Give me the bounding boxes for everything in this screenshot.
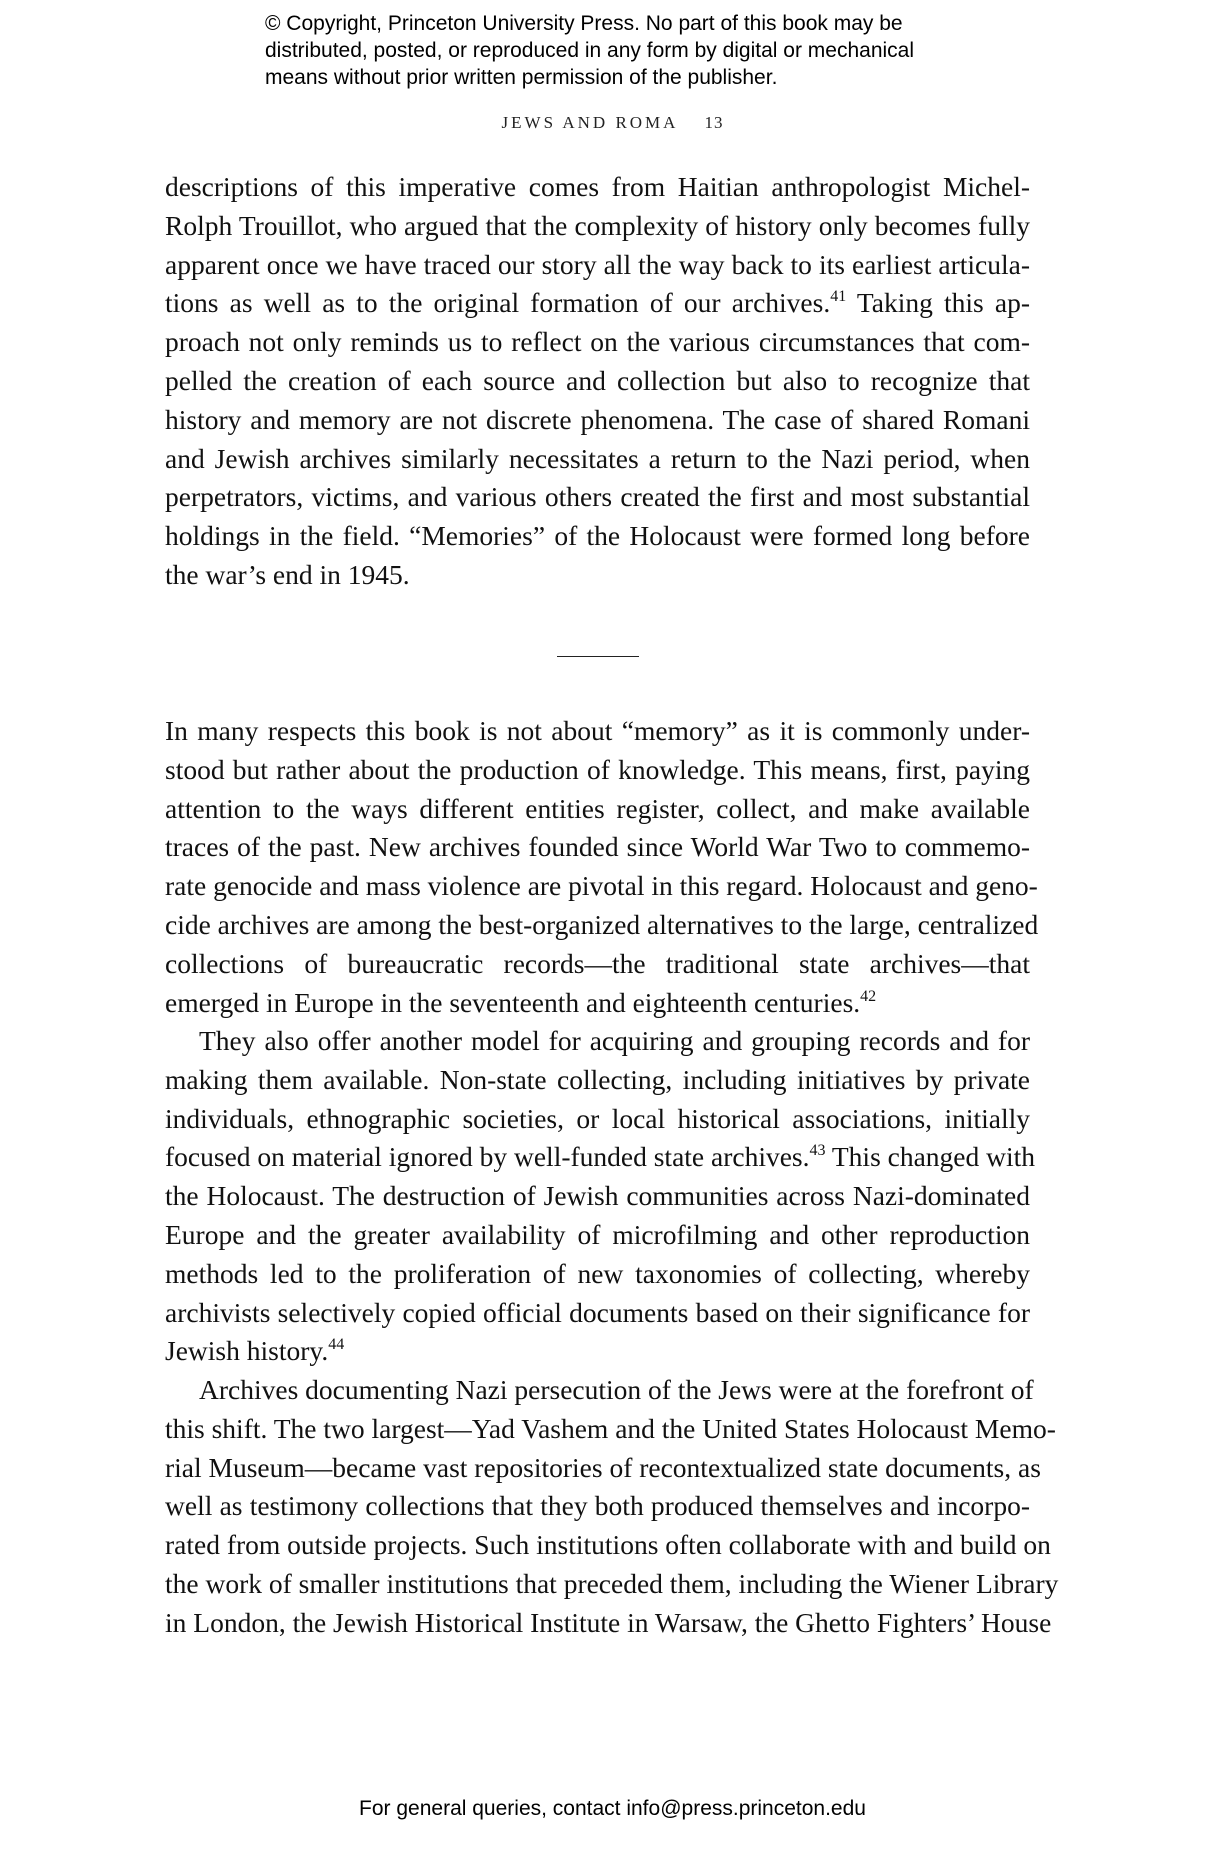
- text-line: individuals, ethnographic societies, or local historical associations, initially: [165, 1102, 1030, 1134]
- footer-contact: For general queries, contact info@press.princeton.edu: [359, 1797, 866, 1820]
- text-line: this shift. The two largest—Yad Vashem and the United States Holocaust Memo-: [165, 1412, 1056, 1444]
- text-segment: tions as well as to the original formation of our archives.: [165, 287, 831, 319]
- text-line: methods led to the proliferation of new taxonomies of collecting, whereby: [165, 1257, 1030, 1289]
- copyright-line: means without prior written permission of the publisher.: [265, 66, 778, 89]
- text-line: the Holocaust. The destruction of Jewish communities across Nazi-dominated: [165, 1180, 1030, 1212]
- paragraph-2: [165, 712, 1039, 1022]
- text-segment: Jewish history.: [165, 1335, 329, 1367]
- footnote-ref-42[interactable]: 42: [860, 987, 877, 1005]
- text-line: rated from outside projects. Such institutions often collaborate with and build on: [165, 1529, 1051, 1561]
- text-segment: focused on material ignored by well-funded state archives.: [165, 1141, 810, 1173]
- text-line: Archives documenting Nazi persecution of the Jews were at the forefront of: [199, 1374, 1034, 1405]
- text-line: [165, 284, 1030, 323]
- text-line: In many respects this book is not about “memory” as it is commonly under-: [165, 715, 1030, 746]
- text-line: [165, 984, 1030, 1023]
- text-line: perpetrators, victims, and various others created the first and most substantial: [165, 481, 1030, 513]
- text-line: pelled the creation of each source and collection but also to recognize that: [165, 364, 1030, 396]
- text-line: making them available. Non-state collecting, including initiatives by private: [165, 1063, 1030, 1095]
- text-line: They also offer another model for acquiring and grouping records and for: [199, 1025, 1030, 1056]
- paragraph-4: [165, 1371, 1059, 1643]
- text-line: Europe and the greater availability of microfilming and other reproduction: [165, 1218, 1030, 1250]
- text-line: collections of bureaucratic records—the traditional state archives—that: [165, 947, 1030, 979]
- text-line: in London, the Jewish Historical Institute in Warsaw, the Ghetto Fighters’ House: [165, 1606, 1052, 1638]
- text-line: descriptions of this imperative comes from Haitian anthropologist Michel-: [165, 171, 1030, 202]
- paragraph-3: [165, 1022, 1036, 1371]
- running-head-title: JEWS AND ROMA: [501, 113, 679, 132]
- text-line: rate genocide and mass violence are pivotal in this regard. Holocaust and geno-: [165, 870, 1038, 902]
- footnote-ref-44[interactable]: 44: [328, 1336, 345, 1354]
- text-line: archivists selectively copied official documents based on their significance for: [165, 1296, 1030, 1328]
- text-line: stood but rather about the production of knowledge. This means, first, paying: [165, 753, 1030, 785]
- text-line: attention to the ways different entities register, collect, and make available: [165, 792, 1030, 824]
- text-line: rial Museum—became vast repositories of recontextualized state documents, as: [165, 1451, 1041, 1483]
- text-line: traces of the past. New archives founded since World War Two to commemo-: [165, 831, 1030, 863]
- text-line: history and memory are not discrete phenomena. The case of shared Romani: [165, 403, 1030, 435]
- text-segment: This changed with: [825, 1141, 1036, 1173]
- section-break-rule: [557, 656, 639, 657]
- text-line: proach not only reminds us to reflect on the various circumstances that com-: [165, 326, 1030, 358]
- copyright-line: © Copyright, Princeton University Press. No part of this book may be: [265, 12, 903, 35]
- running-head: [0, 113, 1225, 133]
- text-line: the work of smaller institutions that preceded them, including the Wiener Library: [165, 1567, 1059, 1599]
- text-line: well as testimony collections that they both produced themselves and incorpo-: [165, 1490, 1030, 1522]
- footnote-ref-43[interactable]: 43: [809, 1142, 826, 1160]
- copyright-notice: [265, 10, 1025, 91]
- footnote-ref-41[interactable]: 41: [830, 288, 847, 306]
- text-line: [165, 1332, 1030, 1371]
- text-line: the war’s end in 1945.: [165, 558, 410, 590]
- copyright-line: distributed, posted, or reproduced in any form by digital or mechanical: [265, 39, 915, 62]
- text-line: apparent once we have traced our story all the way back to its earliest articula-: [165, 248, 1030, 280]
- text-line: [165, 1138, 1036, 1177]
- paragraph-1: [165, 168, 1030, 595]
- text-line: cide archives are among the best-organized alternatives to the large, centralized: [165, 908, 1039, 940]
- text-line: and Jewish archives similarly necessitates a return to the Nazi period, when: [165, 442, 1030, 474]
- page-number: 13: [704, 113, 724, 132]
- text-line: Rolph Trouillot, who argued that the complexity of history only becomes fully: [165, 209, 1030, 241]
- text-segment: emerged in Europe in the seventeenth and eighteenth centuries.: [165, 986, 861, 1018]
- text-segment: Taking this ap-: [846, 287, 1031, 319]
- text-line: holdings in the field. “Memories” of the Holocaust were formed long before: [165, 520, 1030, 552]
